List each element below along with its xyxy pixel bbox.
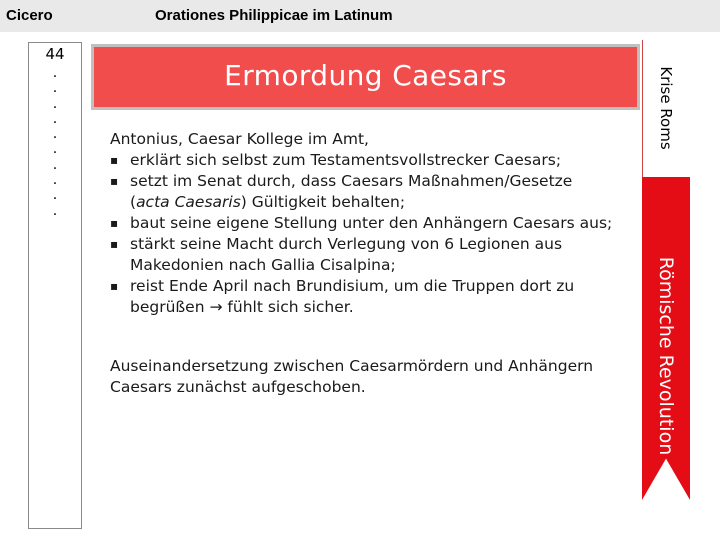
- bullet-text-open: (: [130, 193, 137, 211]
- arrow-icon: →: [209, 298, 223, 316]
- app-title: Cicero: [6, 7, 53, 24]
- bullet-item: [110, 150, 635, 171]
- page-dot[interactable]: .: [52, 172, 58, 189]
- slide-title: Ermordung Caesars: [224, 59, 507, 92]
- page-dot[interactable]: .: [52, 202, 58, 219]
- page-dot[interactable]: .: [52, 95, 58, 112]
- bullet-text: baut seine eigene Stellung unter den Anhängern Caesars aus;: [130, 214, 613, 232]
- slide-content: [110, 129, 635, 398]
- page-number: 44: [45, 45, 65, 63]
- page-dot[interactable]: .: [52, 80, 58, 97]
- side-tab-revolution-label: Römische Revolution: [655, 256, 677, 456]
- bullet-text-rest: ) Gültigkeit behalten;: [240, 193, 406, 211]
- bullet-item: [110, 276, 635, 318]
- page-dots: [29, 65, 81, 218]
- page-dot[interactable]: .: [52, 65, 58, 81]
- page-index-panel: [28, 42, 82, 529]
- bullet-list: [110, 150, 635, 318]
- page-dot[interactable]: .: [52, 141, 58, 158]
- top-bar: [0, 0, 720, 32]
- bullet-tail-text: fühlt sich sicher.: [227, 298, 354, 316]
- page-dot[interactable]: .: [52, 126, 58, 143]
- bullet-text: erklärt sich selbst zum Testamentsvollstrecker Caesars;: [130, 151, 562, 169]
- bullet-item: [110, 171, 635, 213]
- closing-text: Auseinandersetzung zwischen Caesarmördern und Anhängern Caesars zunächst aufgeschoben.: [110, 357, 594, 396]
- page-dot[interactable]: .: [52, 187, 58, 204]
- bullet-text: reist Ende April nach Brundisium, um die Truppen dort zu begrüßen: [130, 277, 575, 316]
- side-tab-crisis-label: Krise Roms: [657, 66, 675, 150]
- slide-title-banner: [91, 44, 640, 110]
- bullet-item: [110, 234, 635, 276]
- bullet-text: stärkt seine Macht durch Verlegung von 6 Legionen aus Makedonien nach Gallia Cisalpina;: [130, 235, 563, 274]
- page-dot[interactable]: .: [52, 110, 58, 127]
- intro-text: Antonius, Caesar Kollege im Amt,: [110, 130, 369, 148]
- document-title: Orationes Philippicae im Latinum: [155, 7, 393, 24]
- bullet-item: [110, 213, 635, 234]
- bullet-italic-term: acta Caesaris: [136, 193, 241, 211]
- bullet-text: setzt im Senat durch, dass Caesars Maßnahmen/Gesetze: [130, 172, 573, 190]
- page-dot[interactable]: .: [52, 156, 58, 173]
